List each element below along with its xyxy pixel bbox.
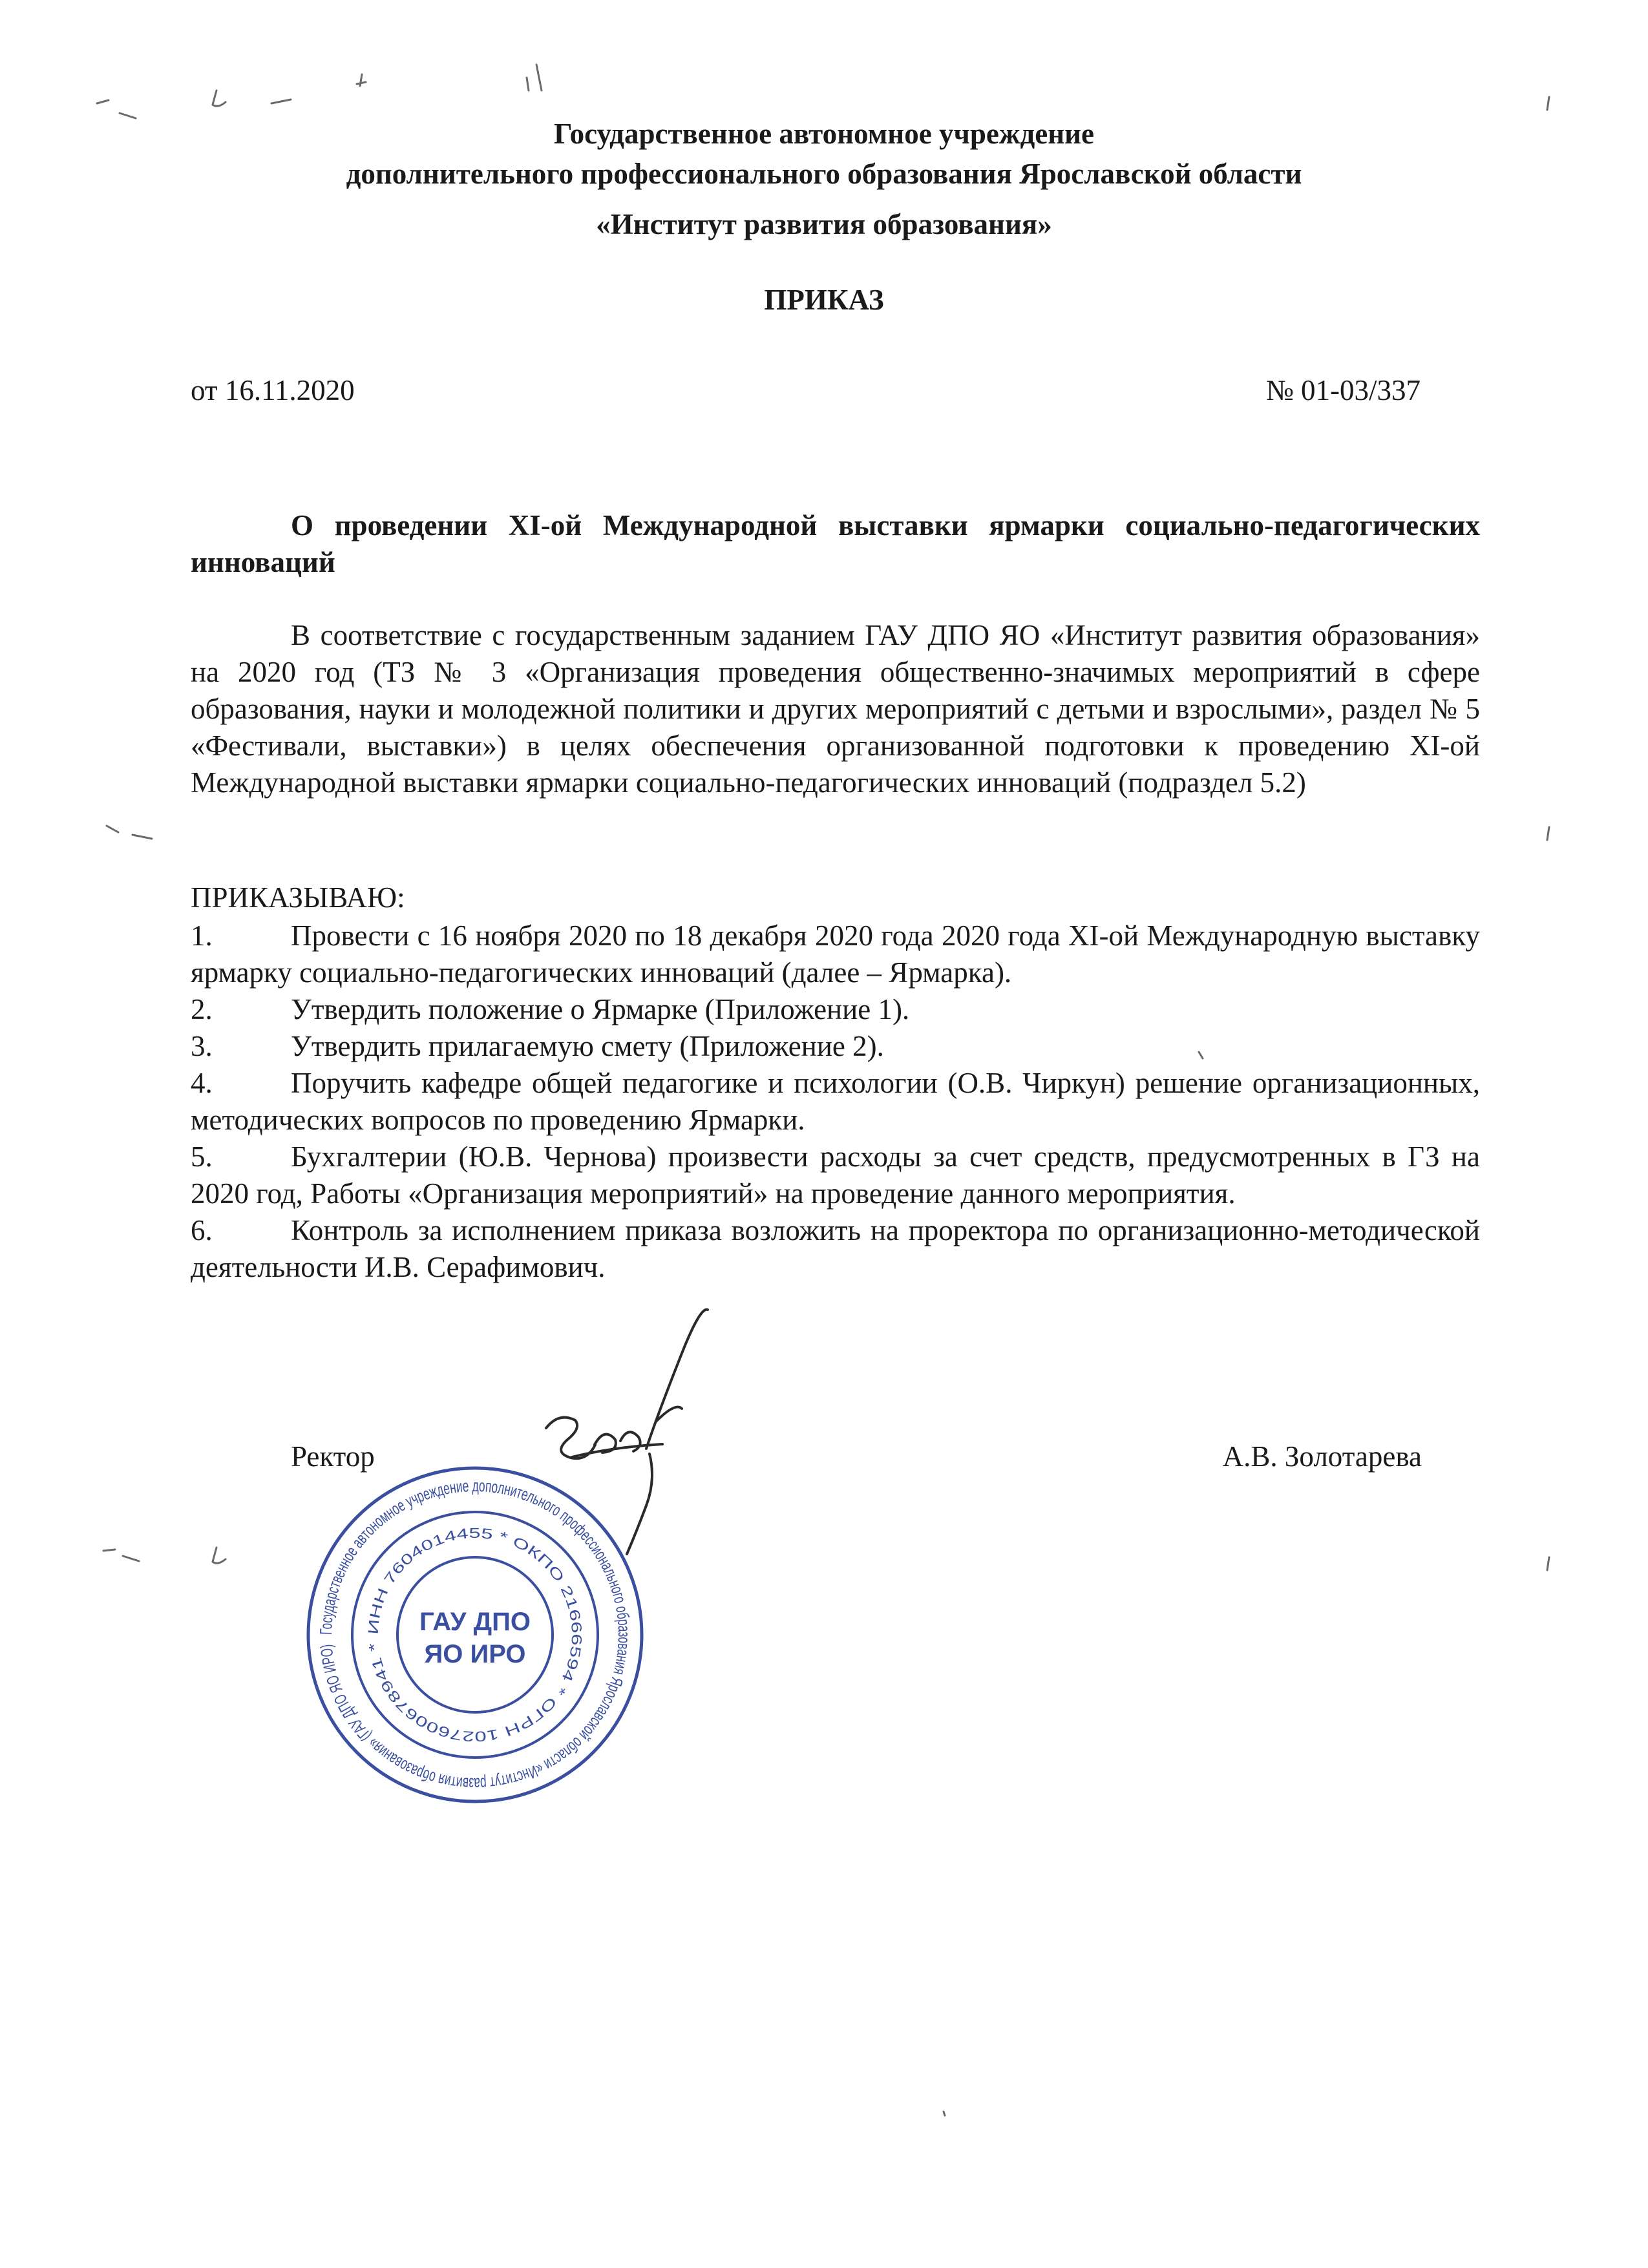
order-items-list <box>191 918 1480 1286</box>
scan-mark <box>103 1549 139 1561</box>
item-text: Бухгалтерии (Ю.В. Чернова) произвести расходы за счет средств, предусмотренных в ГЗ на 2020 год, Работы «Организация мероприятий» на проведение данного мероприятия. <box>191 1140 1480 1210</box>
order-number: № 01-03/337 <box>1265 374 1421 406</box>
item-text: Утвердить прилагаемую смету (Приложение 2). <box>291 1030 884 1062</box>
item-text: Поручить кафедре общей педагогике и психологии (О.В. Чиркун) решение организационных, методических вопросов по проведению Ярмарки. <box>191 1067 1480 1136</box>
scan-mark <box>527 65 542 90</box>
organization-name-line-3: «Институт развития образования» <box>596 208 1052 240</box>
item-text: Контроль за исполнением приказа возложить на проректора по организационно-методической деятельности И.В. Серафимович. <box>191 1214 1480 1283</box>
order-item <box>191 1065 1480 1139</box>
scan-mark <box>1547 97 1549 110</box>
order-item <box>191 991 1480 1028</box>
scan-mark <box>213 1548 226 1563</box>
signatory-title: Ректор <box>291 1440 375 1473</box>
order-item <box>191 918 1480 991</box>
scan-mark <box>1547 827 1549 840</box>
item-number: 4. <box>191 1067 213 1099</box>
organization-name-line-2: дополнительного профессионального образования Ярославской области <box>346 158 1302 190</box>
order-item <box>191 1139 1480 1212</box>
document-type-title: ПРИКАЗ <box>764 284 884 316</box>
item-number: 5. <box>191 1140 213 1173</box>
item-number: 1. <box>191 919 213 952</box>
scan-mark <box>107 826 152 839</box>
order-item <box>191 1028 1480 1065</box>
scan-mark <box>271 100 291 103</box>
item-text: Провести с 16 ноября 2020 по 18 декабря 2020 года 2020 года XI-ой Международную выставку ярмарку социально-педагогических инноваций (далее – Ярмарка). <box>191 919 1480 989</box>
stamp-center-line-2: ЯО ИРО <box>424 1640 526 1668</box>
stamp-center-line-1: ГАУ ДПО <box>419 1608 531 1636</box>
signatory-name: А.В. Золотарева <box>1222 1440 1422 1473</box>
scan-mark <box>1547 1557 1549 1570</box>
item-number: 3. <box>191 1030 213 1062</box>
organization-name-line-1: Государственное автономное учреждение <box>553 118 1095 150</box>
item-number: 6. <box>191 1214 213 1246</box>
scan-mark <box>944 2112 945 2116</box>
order-date: от 16.11.2020 <box>191 374 355 406</box>
scan-mark <box>213 90 226 106</box>
order-subject: О проведении XI-ой Международной выставки ярмарки социально-педагогических инноваций <box>191 509 1480 578</box>
stamp-inner-text: ИНН 7604014455 * ОКПО 21666594 * ОГРН 1027600678941 * <box>364 1524 586 1745</box>
order-directive: ПРИКАЗЫВАЮ: <box>191 881 405 914</box>
item-text: Утвердить положение о Ярмарке (Приложение 1). <box>291 993 910 1025</box>
scan-mark <box>357 74 366 86</box>
stamp-outer-text: Государственное автономное учреждение дополнительного профессионального образования Ярославской области «Институт развития образования» (ГАУ ДПО ЯО ИРО) <box>315 1475 635 1794</box>
item-number: 2. <box>191 993 213 1025</box>
handwritten-signature <box>517 1305 730 1557</box>
order-item <box>191 1212 1480 1286</box>
order-preamble: В соответствие с государственным заданием ГАУ ДПО ЯО «Институт развития образования» на 2020 год (ТЗ № 3 «Организация проведения общественно-значимых мероприятий в сфере образования, науки и молодежной политики и других мероприятий с детьми и взрослыми», раздел № 5 «Фестивали, выставки») в целях обеспечения организованной подготовки к проведению XI-ой Международной выставки ярмарки социально-педагогических инноваций (подраздел 5.2) <box>191 619 1480 799</box>
